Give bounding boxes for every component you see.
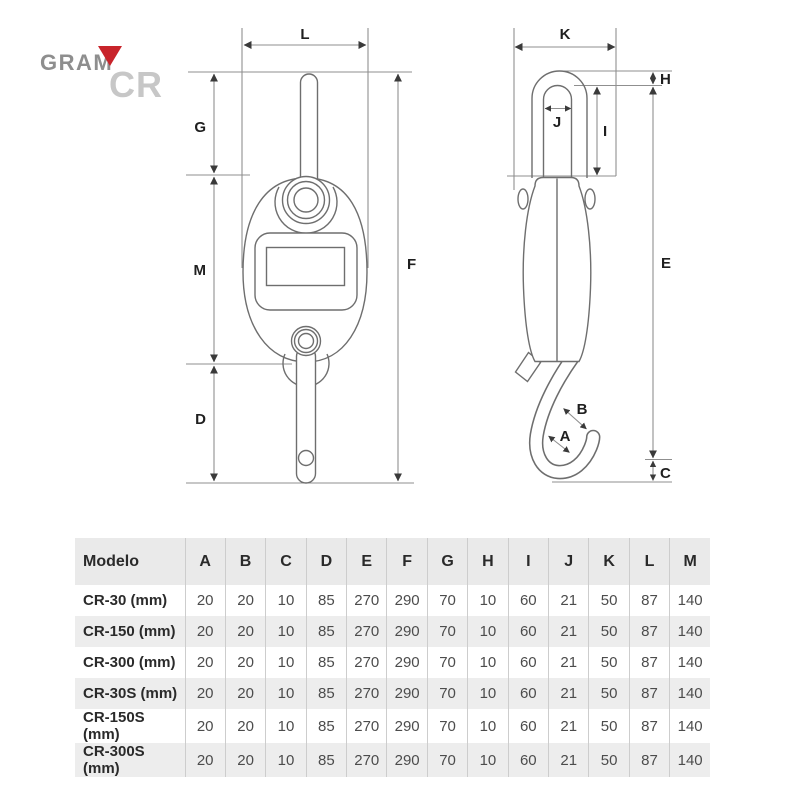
- dim-value-cell: 270: [347, 743, 387, 777]
- model-cell: CR-30S (mm): [83, 685, 178, 702]
- front-view: [186, 26, 416, 483]
- display-screen: [267, 248, 345, 286]
- dim-label-M: M: [193, 262, 206, 279]
- dim-label-E: E: [661, 255, 672, 272]
- dim-label-A: A: [559, 428, 571, 445]
- header-dim-f: F: [387, 538, 427, 585]
- dim-label-K: K: [559, 26, 571, 43]
- dim-value-cell: 87: [629, 616, 669, 647]
- model-cell: CR-30 (mm): [83, 592, 168, 609]
- dim-value-cell: 21: [549, 743, 589, 777]
- dim-value-cell: 290: [387, 743, 427, 777]
- dim-value-cell: 140: [670, 585, 710, 616]
- dim-value-cell: 60: [508, 585, 548, 616]
- dim-label-C: C: [660, 465, 671, 482]
- dim-value-cell: 20: [185, 678, 225, 709]
- dim-value-cell: 10: [266, 647, 306, 678]
- dim-value-cell: 270: [347, 585, 387, 616]
- dim-value-cell: 20: [225, 709, 265, 743]
- header-dim-l: L: [629, 538, 669, 585]
- dim-value-cell: 60: [508, 709, 548, 743]
- dim-value-cell: 85: [306, 616, 346, 647]
- dim-value-cell: 87: [629, 585, 669, 616]
- spec-table: [75, 538, 710, 777]
- header-dim-e: E: [347, 538, 387, 585]
- dim-value-cell: 20: [225, 678, 265, 709]
- dim-value-cell: 270: [347, 678, 387, 709]
- side-ear-right: [585, 189, 595, 209]
- model-cell: CR-150 (mm): [83, 623, 176, 640]
- dim-value-cell: 10: [468, 678, 508, 709]
- table-header-row: [75, 538, 710, 585]
- dim-value-cell: 70: [427, 709, 467, 743]
- table-row: [75, 616, 710, 647]
- shackle-inner-side: [544, 86, 572, 178]
- dim-value-cell: 10: [266, 743, 306, 777]
- header-dim-g: G: [427, 538, 467, 585]
- dim-value-cell: 85: [306, 743, 346, 777]
- header-dim-i: I: [508, 538, 548, 585]
- dim-label-G: G: [194, 119, 206, 136]
- dim-value-cell: 10: [468, 709, 508, 743]
- dim-label-L: L: [300, 26, 310, 43]
- dim-value-cell: 270: [347, 647, 387, 678]
- table-row: [75, 743, 710, 777]
- dim-value-cell: 60: [508, 647, 548, 678]
- dim-value-cell: 87: [629, 647, 669, 678]
- dim-label-I: I: [603, 123, 608, 140]
- dim-value-cell: 10: [468, 743, 508, 777]
- dim-value-cell: 20: [185, 743, 225, 777]
- dim-value-cell: 140: [670, 678, 710, 709]
- header-dim-a: A: [185, 538, 225, 585]
- dim-value-cell: 10: [266, 585, 306, 616]
- dim-value-cell: 50: [589, 585, 629, 616]
- dim-value-cell: 60: [508, 743, 548, 777]
- dim-value-cell: 270: [347, 709, 387, 743]
- dim-value-cell: 10: [468, 647, 508, 678]
- header-dim-d: D: [306, 538, 346, 585]
- dim-value-cell: 140: [670, 709, 710, 743]
- header-dim-b: B: [225, 538, 265, 585]
- dim-value-cell: 50: [589, 647, 629, 678]
- dim-value-cell: 21: [549, 678, 589, 709]
- dim-value-cell: 290: [387, 616, 427, 647]
- model-cell: CR-300 (mm): [83, 654, 176, 671]
- dim-value-cell: 85: [306, 585, 346, 616]
- table-row: [75, 709, 710, 743]
- dim-value-cell: 20: [225, 616, 265, 647]
- dim-value-cell: 50: [589, 678, 629, 709]
- dim-value-cell: 21: [549, 709, 589, 743]
- bottom-pivot-inner: [299, 334, 314, 349]
- dim-value-cell: 20: [185, 585, 225, 616]
- model-cell: CR-300S (mm): [83, 743, 145, 777]
- table-row: [75, 678, 710, 709]
- dim-value-cell: 50: [589, 743, 629, 777]
- dim-value-cell: 60: [508, 616, 548, 647]
- dim-value-cell: 140: [670, 616, 710, 647]
- dim-value-cell: 85: [306, 678, 346, 709]
- dim-value-cell: 70: [427, 647, 467, 678]
- dim-value-cell: 20: [225, 585, 265, 616]
- model-cell: CR-150S (mm): [83, 709, 145, 743]
- dim-value-cell: 21: [549, 616, 589, 647]
- dim-value-cell: 290: [387, 709, 427, 743]
- hook-tip-front: [299, 451, 314, 466]
- dim-value-cell: 20: [185, 709, 225, 743]
- dim-value-cell: 87: [629, 743, 669, 777]
- dim-label-F: F: [407, 256, 417, 273]
- dim-value-cell: 20: [185, 647, 225, 678]
- header-dim-j: J: [549, 538, 589, 585]
- dim-value-cell: 21: [549, 585, 589, 616]
- dim-value-cell: 50: [589, 616, 629, 647]
- dim-value-cell: 270: [347, 616, 387, 647]
- dim-label-J: J: [552, 114, 562, 131]
- dim-value-cell: 70: [427, 585, 467, 616]
- dim-value-cell: 10: [468, 616, 508, 647]
- dim-value-cell: 87: [629, 678, 669, 709]
- header-dim-k: K: [589, 538, 629, 585]
- table-row: [75, 647, 710, 678]
- dim-value-cell: 50: [589, 709, 629, 743]
- dim-value-cell: 10: [266, 709, 306, 743]
- dim-value-cell: 70: [427, 678, 467, 709]
- dim-value-cell: 10: [266, 616, 306, 647]
- dim-value-cell: 20: [225, 647, 265, 678]
- header-dim-m: M: [670, 538, 710, 585]
- dim-value-cell: 140: [670, 743, 710, 777]
- dim-value-cell: 87: [629, 709, 669, 743]
- dim-value-cell: 70: [427, 616, 467, 647]
- dim-label-B: B: [576, 401, 588, 418]
- header-dim-h: H: [468, 538, 508, 585]
- side-ear-left: [518, 189, 528, 209]
- dim-label-D: D: [195, 411, 206, 428]
- dim-label-H: H: [660, 71, 671, 88]
- dim-value-cell: 85: [306, 647, 346, 678]
- dim-value-cell: 85: [306, 709, 346, 743]
- dim-value-cell: 140: [670, 647, 710, 678]
- table-row: [75, 585, 710, 616]
- dim-value-cell: 290: [387, 647, 427, 678]
- dim-value-cell: 20: [185, 616, 225, 647]
- header-model: Modelo: [83, 552, 139, 570]
- brand-name: GRAM: [40, 50, 114, 75]
- dim-value-cell: 70: [427, 743, 467, 777]
- dim-value-cell: 21: [549, 647, 589, 678]
- series-name: CR: [109, 64, 163, 105]
- dim-value-cell: 20: [225, 743, 265, 777]
- top-pivot-inner: [294, 188, 318, 212]
- dim-value-cell: 290: [387, 585, 427, 616]
- dim-value-cell: 10: [468, 585, 508, 616]
- dim-value-cell: 10: [266, 678, 306, 709]
- header-dim-c: C: [266, 538, 306, 585]
- dim-value-cell: 290: [387, 678, 427, 709]
- side-view: [507, 26, 672, 482]
- dim-value-cell: 60: [508, 678, 548, 709]
